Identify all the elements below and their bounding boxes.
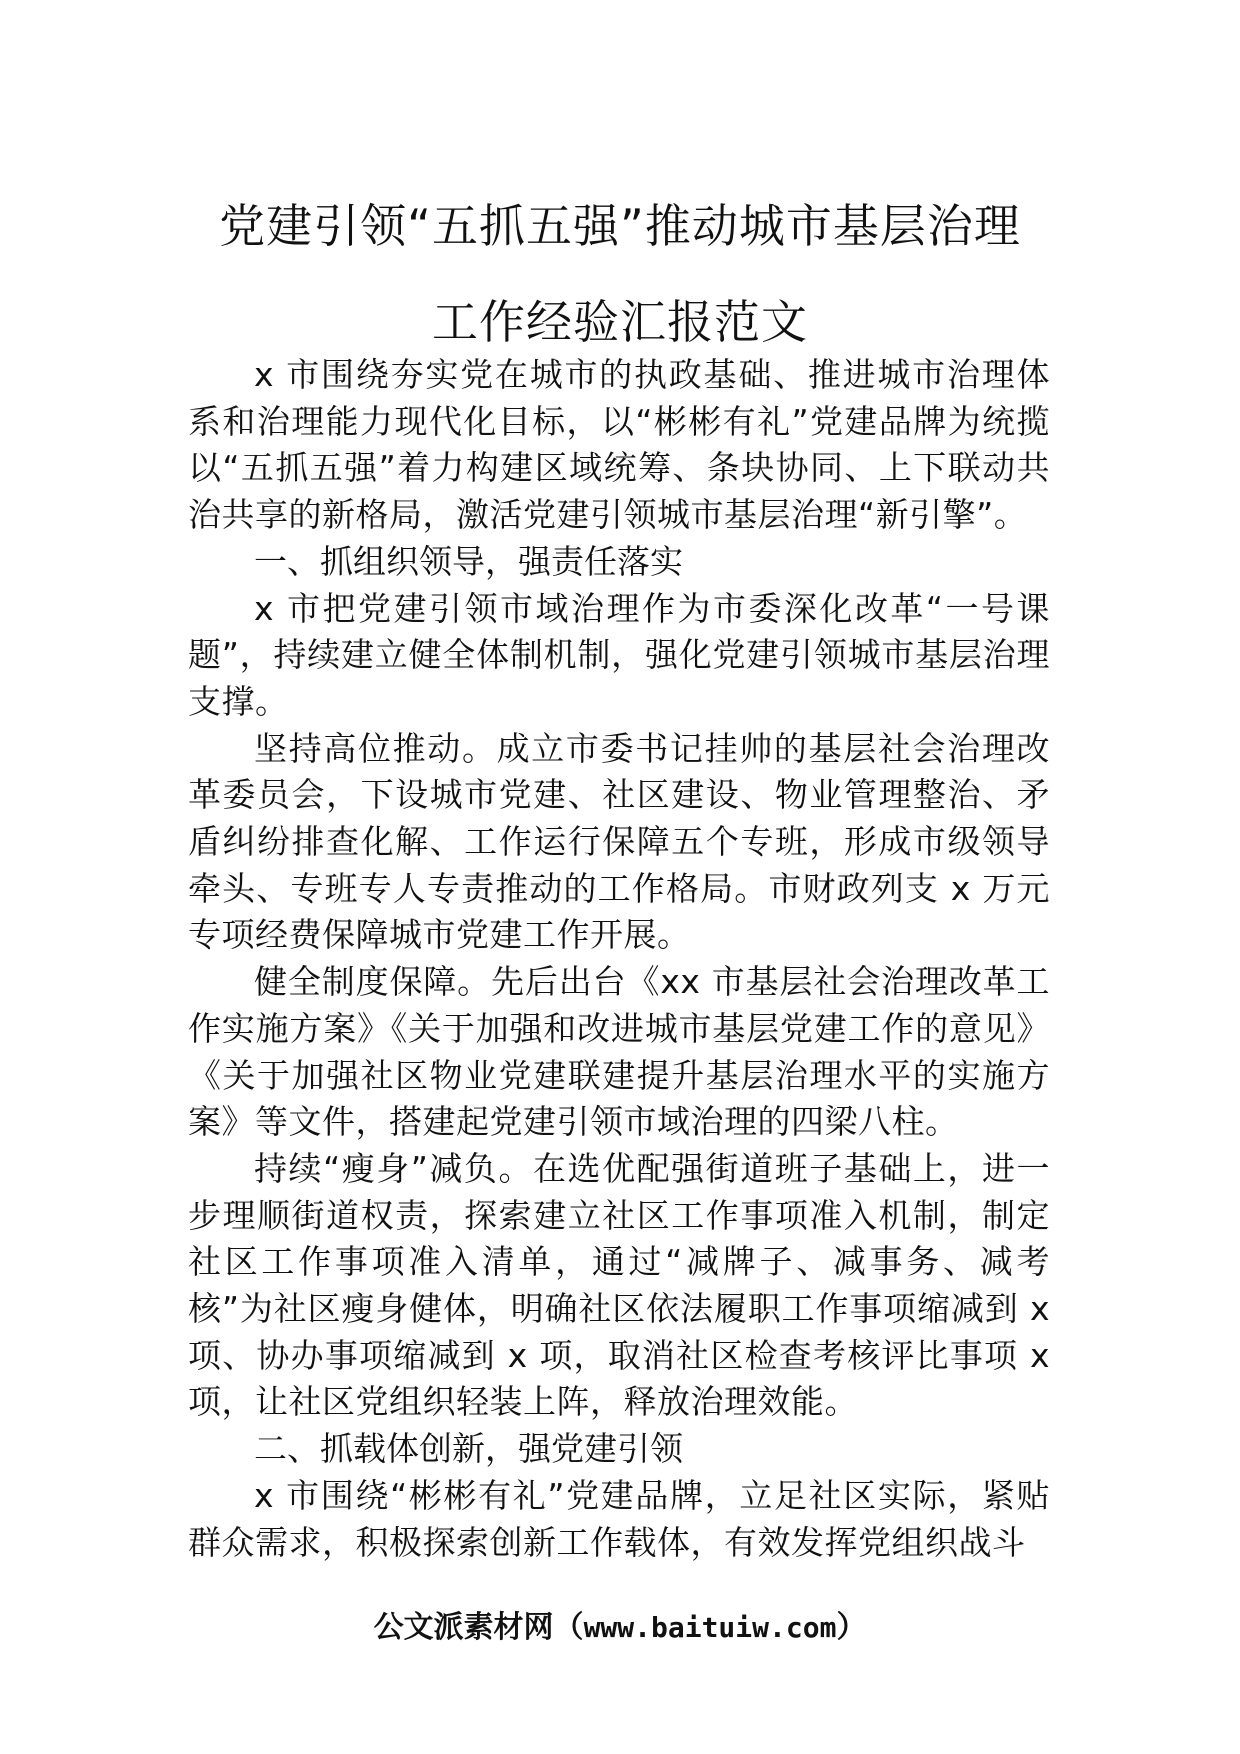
footer-close-paren: ）	[836, 1610, 867, 1645]
paragraph-high-level-push: 坚持高位推动。成立市委书记挂帅的基层社会治理改革委员会，下设城市党建、社区建设、物业管理整治、矛盾纠纷排查化解、工作运行保障五个专班，形成市级领导牵头、专班专人专责推动的工作格局。市财政列支 x 万元专项经费保障城市党建工作开展。	[188, 728, 1050, 955]
section-heading-2: 二、抓载体创新，强党建引领	[254, 1429, 683, 1469]
footer-site-name: 公文派素材网（	[373, 1610, 584, 1645]
paragraph-intro: x 市围绕夯实党在城市的执政基础、推进城市治理体系和治理能力现代化目标，以“彬彬有礼”党建品牌为统揽以“五抓五强”着力构建区域统筹、条块协同、上下联动共治共享的新格局，激活党建引领城市基层治理“新引擎”。	[188, 355, 1050, 535]
title-line-1: 党建引领“五抓五强”推动城市基层治理	[219, 199, 1021, 253]
page-footer	[0, 1608, 1240, 1648]
document-title	[150, 178, 1090, 370]
title-line-2: 工作经验汇报范文	[432, 295, 808, 349]
footer-url[interactable]: www.baituiw.com	[583, 1611, 837, 1644]
document-body	[188, 352, 1050, 1566]
paragraph-section1-intro: x 市把党建引领市域治理作为市委深化改革“一号课题”，持续建立健全体制机制，强化党建引领城市基层治理支撑。	[188, 588, 1050, 721]
section-heading-1: 一、抓组织领导，强责任落实	[254, 541, 683, 581]
paragraph-section2-intro: x 市围绕“彬彬有礼”党建品牌，立足社区实际，紧贴群众需求，积极探索创新工作载体，有效发挥党组织战斗	[188, 1475, 1050, 1562]
paragraph-institutional-guarantee: 健全制度保障。先后出台《xx 市基层社会治理改革工作实施方案》《关于加强和改进城市基层党建工作的意见》《关于加强社区物业党建联建提升基层治理水平的实施方案》等文件，搭建起党建引领市域治理的四梁八柱。	[188, 962, 1050, 1142]
paragraph-burden-reduction: 持续“瘦身”减负。在选优配强街道班子基础上，进一步理顺街道权责，探索建立社区工作事项准入机制，制定社区工作事项准入清单，通过“减牌子、减事务、减考核”为社区瘦身健体，明确社区依法履职工作事项缩减到 x 项、协办事项缩减到 x 项，取消社区检查考核评比事项 x 项，让社区党组织轻装上阵，释放治理效能。	[188, 1148, 1050, 1422]
